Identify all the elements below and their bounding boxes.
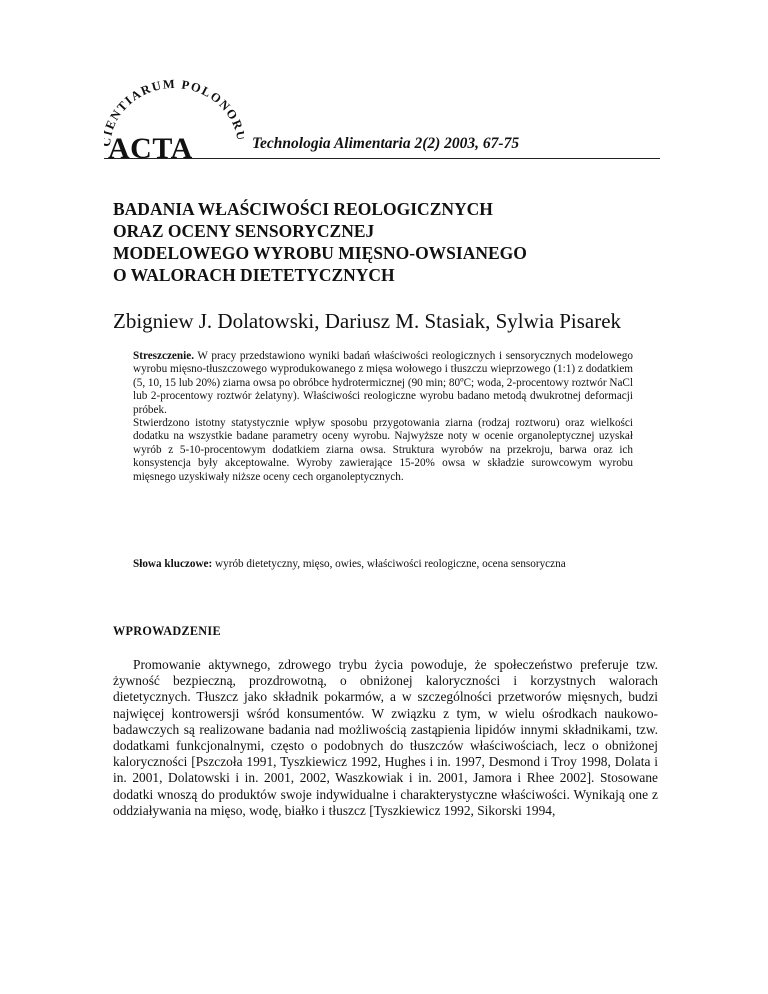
authors: Zbigniew J. Dolatowski, Dariusz M. Stasiak, Sylwia Pisarek: [113, 309, 622, 333]
section-heading: WPROWADZENIE: [113, 624, 221, 638]
intro-paragraph: Promowanie aktywnego, zdrowego trybu życia powoduje, że społeczeństwo preferuje tzw. żywność bezpieczną, prozdrowotną, o obniżonej kaloryczności i korzystnych walorach dietetycznych. Tłuszcz jako składnik pokarmów, a w szczególności przetworów mięsnych, budzi najwięcej kontrowersji wśród konsumentów. W związku z tym, w wielu ośrodkach naukowo-badawczych są realizowane badania nad możliwością zastąpienia lipidów innymi składnikami, tzw. dodatkami funkcjonalnymi, często o podobnych do tłuszczów właściwościach, lecz o obniżonej kaloryczności [Pszczoła 1991, Tyszkiewicz 1992, Hughes i in. 1997, Desmond i Troy 1998, Dolata i in. 2001, Dolatowski i in. 2001, 2002, Waszkowiak i in. 2001, Jamora i Rhee 2002]. Stosowane dodatki wnoszą do produktów swoje indywidualne i charakterystyczne właściwości. Wynikają one z oddziaływania na mięso, wodę, białko i tłuszcz [Tyszkiewicz 1992, Sikorski 1994,: [113, 657, 658, 818]
journal-citation: Technologia Alimentaria 2(2) 2003, 67-75: [252, 135, 520, 152]
title-line: ORAZ OCENY SENSORYCZNEJ: [113, 221, 375, 241]
title-line: BADANIA WŁAŚCIWOŚCI REOLOGICZNYCH: [113, 199, 493, 219]
abstract-text-1: W pracy przedstawiono wyniki badań właściwości reologicznych i sensorycznych modelowego wyrobu mięsno-tłuszczowego wyprodukowanego z mięsa wołowego i tłuszczu wieprzowego (1:1) z dodatkiem (5, 10, 15 lub 20%) ziarna owsa po obróbce hydrotermicznej (90 min; 80ºC; woda, 2-procentowy roztwór NaCl lub 2-procentowy roztwór żelatyny). Właściwości reologiczne wyrobu badano metodą dwukrotnej deformacji próbek.: [133, 350, 633, 416]
acta-logo: [104, 78, 244, 162]
title-line: MODELOWEGO WYROBU MIĘSNO-OWSIANEGO: [113, 243, 527, 263]
abstract-label: Streszczenie.: [133, 350, 194, 362]
keywords-label: Słowa kluczowe:: [133, 558, 213, 570]
header-rule: [104, 158, 660, 159]
title-line: O WALORACH DIETETYCZNYCH: [113, 265, 395, 285]
logo-arc-text: ENTIARUM POLONO: [104, 78, 242, 132]
logo-wordmark: ACTA: [108, 132, 193, 162]
keywords-text: wyrób dietetyczny, mięso, owies, właściwości reologiczne, ocena sensoryczna: [212, 558, 566, 570]
keywords: [133, 558, 633, 571]
abstract-paragraph-1: [133, 350, 633, 417]
article-title: [113, 198, 673, 286]
abstract-paragraph-2: Stwierdzono istotny statystycznie wpływ sposobu przygotowania ziarna (rodzaj roztworu) oraz wielkości dodatku na wszystkie badane parametry oceny wyrobu. Najwyższe noty w ocenie organoleptycznej uzyskał wyrób z 5-10-procentowym dodatkiem ziarna owsa. Struktura wyrobów na przekroju, barwa oraz ich konsystencja były akceptowalne. Wyroby zawierające 15-20% owsa w składzie surowcowym wyrobu mięsnego uzyskiwały niższe oceny cech organoleptycznych.: [133, 417, 633, 483]
abstract: [133, 350, 633, 484]
